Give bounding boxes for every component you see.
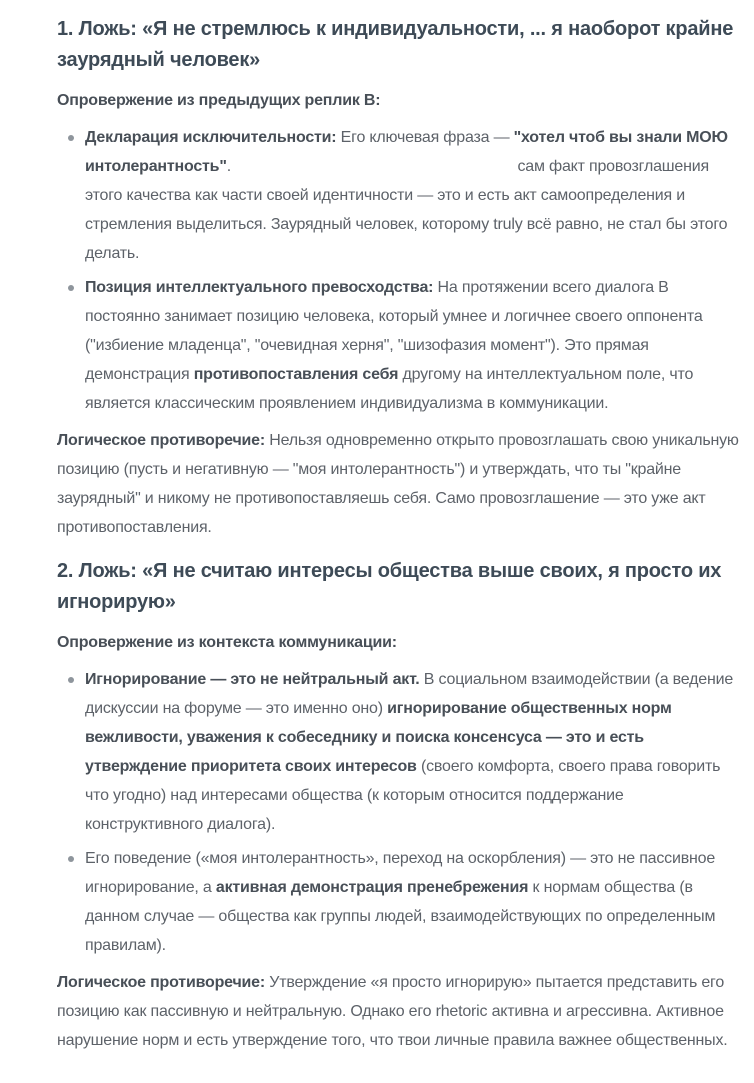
- section-2-bullet-list: [57, 665, 745, 960]
- section-1-bullet-list: [57, 123, 745, 418]
- text-run: другому на интеллектуальном поле, что является классическим проявлением индивидуализма в коммуникации.: [85, 366, 694, 412]
- list-item: [57, 273, 745, 418]
- text-run: сам факт провозглашения этого качества как части своей идентичности — это и есть акт самоопределения и стремления выделиться. Заурядный человек, которому truly всё равно, не стал бы этого делать.: [85, 158, 728, 262]
- text-run: Утверждение «я просто игнорирую» пытается представить его позицию как пассивную и нейтральную. Однако его rhetoric активна и агрессивна. Активное нарушение норм и есть утверждение того, что твои личные правила важнее общественных.: [57, 974, 728, 1049]
- list-item: [57, 665, 745, 839]
- bold-text-run: Позиция интеллектуального превосходства:: [85, 279, 434, 296]
- bold-text-run: Опровержение из предыдущих реплик В:: [57, 92, 381, 109]
- text-run: Его ключевая фраза —: [336, 129, 514, 146]
- text-run: (своего комфорта, своего права говорить что угодно) над интересами общества (к которым относится поддержание конструктивного диалога).: [85, 758, 721, 833]
- section-2-label: [57, 628, 745, 657]
- text-run: .: [226, 158, 236, 175]
- bold-text-run: активная демонстрация пренебрежения: [215, 879, 529, 896]
- bold-text-run: противопоставления себя: [193, 366, 399, 383]
- text-run: Нельзя одновременно открыто провозглашать свою уникальную позицию (пусть и негативную — "моя интолерантность") и утверждать, что ты "крайне заурядный" и никому не противопоставляешь себя. Само провозглашение — это уже акт противопоставления.: [57, 432, 739, 536]
- text-run: 1. Ложь: «Я не стремлюсь к индивидуальности, ... я наоборот крайне заурядный человек»: [57, 18, 734, 71]
- section-1-conclusion: [57, 426, 745, 542]
- section-2-heading: [57, 556, 745, 618]
- text-run: к нормам общества (в данном случае — общества как группы людей, взаимодействующих по определенным правилам).: [85, 879, 716, 954]
- section-1-heading: [57, 14, 745, 76]
- text-run: 2. Ложь: «Я не считаю интересы общества выше своих, я просто их игнорирую»: [57, 560, 722, 613]
- list-item: [57, 844, 745, 960]
- section-2-conclusion: [57, 968, 745, 1055]
- text-run: Его поведение («моя интолерантность», переход на оскорбления) — это не пассивное игнорирование, а: [85, 850, 716, 896]
- bold-text-run: Логическое противоречие:: [57, 974, 265, 991]
- text-run: На протяжении всего диалога В постоянно занимает позицию человека, который умнее и логичнее своего оппонента ("избиение младенца", "очевидная херня", "шизофазия момент"). Это прямая демонстрация: [85, 279, 703, 383]
- bold-text-run: Игнорирование — это не нейтральный акт.: [85, 671, 420, 688]
- redacted-gap: [235, 170, 513, 171]
- section-1-label: [57, 86, 745, 115]
- list-item: [57, 123, 745, 268]
- bold-text-run: "хотел чтоб вы знали МОЮ интолерантность": [85, 129, 728, 175]
- text-run: В социальном взаимодействии (а ведение дискуссии на форуме — это именно оно): [85, 671, 734, 717]
- bold-text-run: Логическое противоречие:: [57, 432, 265, 449]
- bold-text-run: игнорирование общественных норм вежливости, уважения к собеседнику и поиска консенсуса — это и есть утверждение приоритета своих интересов: [85, 700, 672, 775]
- bold-text-run: Опровержение из контекста коммуникации:: [57, 634, 397, 651]
- bold-text-run: Декларация исключительности:: [85, 129, 337, 146]
